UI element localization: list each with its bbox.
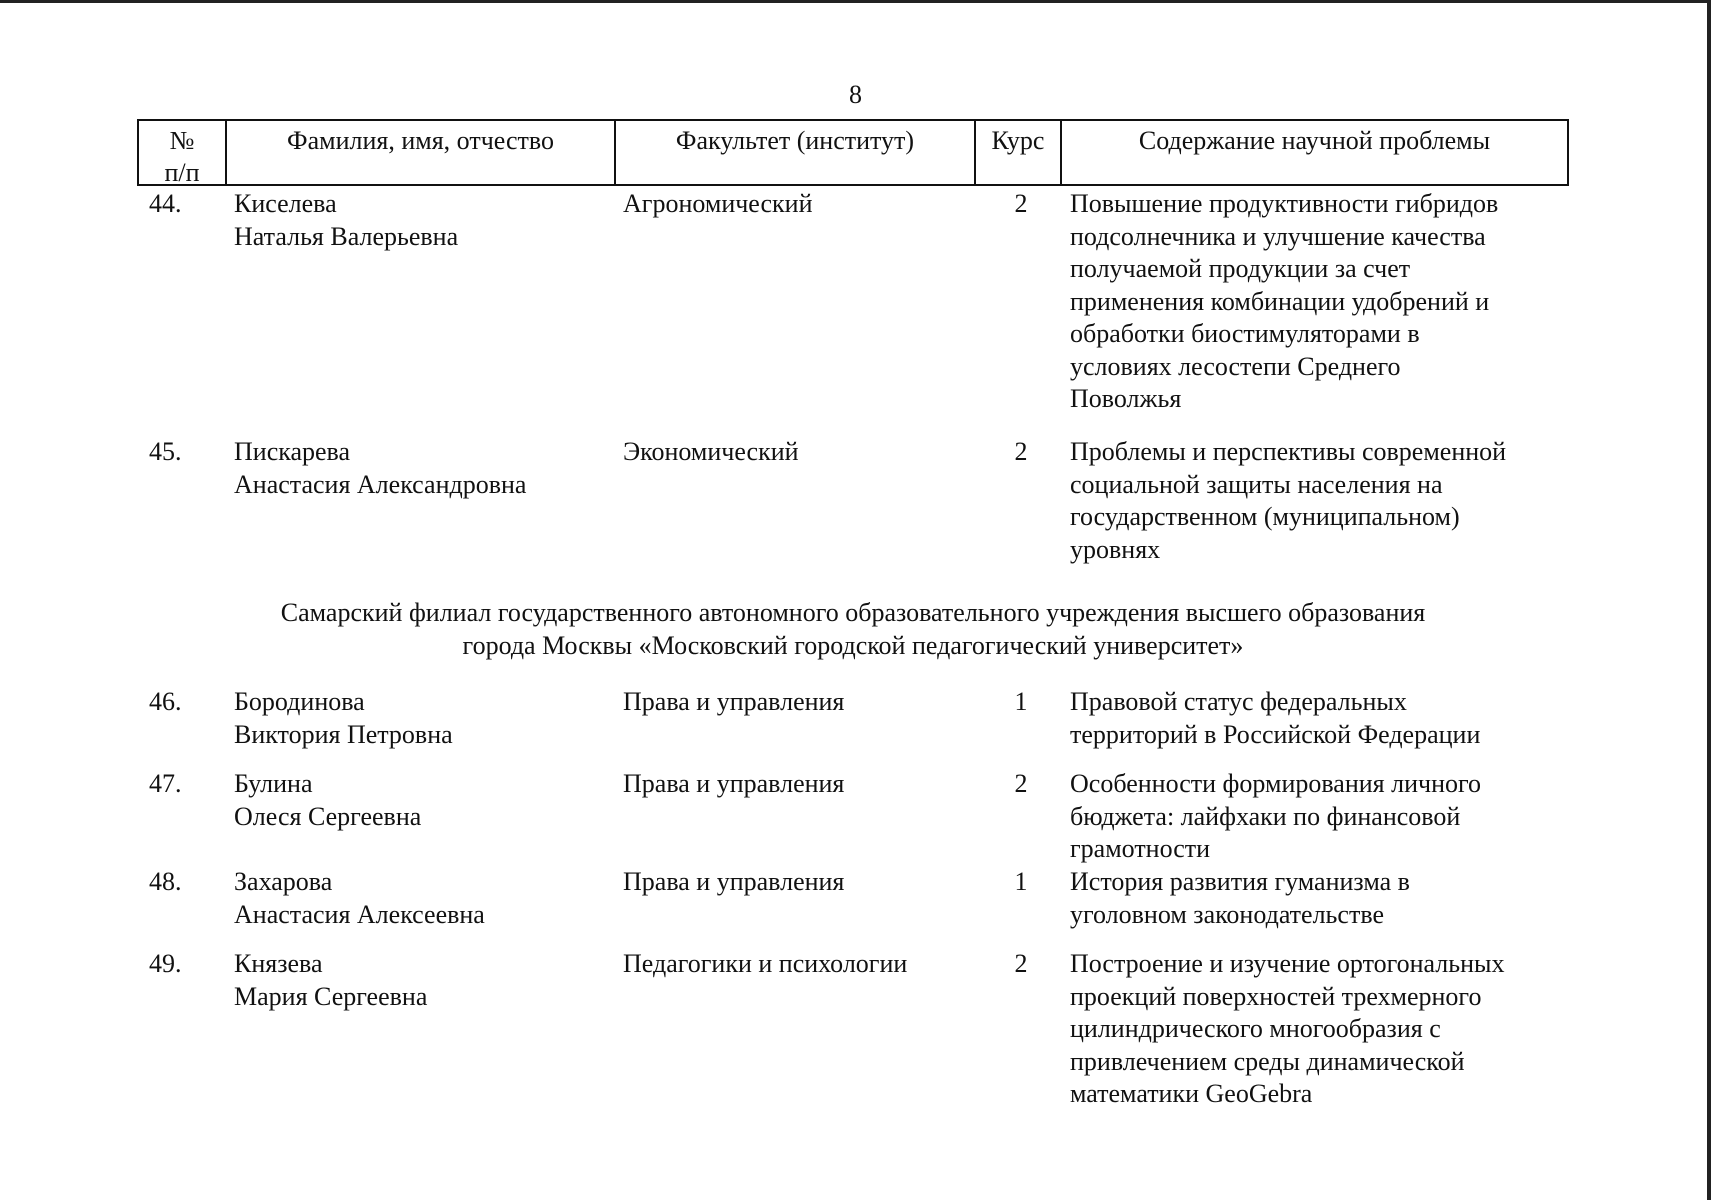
- row-course: 2: [1014, 769, 1028, 798]
- row-faculty: Права и управления: [623, 769, 845, 798]
- row-faculty: Агрономический: [623, 189, 813, 218]
- row-course: 2: [1014, 437, 1028, 466]
- row-faculty: Права и управления: [623, 687, 845, 716]
- row-faculty: Педагогики и психологии: [623, 949, 908, 978]
- row-num: 48.: [149, 867, 182, 896]
- row-course: 1: [1014, 687, 1028, 716]
- header-faculty: Факультет (институт): [616, 121, 976, 184]
- header-topic: Содержание научной проблемы: [1138, 126, 1491, 155]
- row-topic: Правовой статус федеральных территорий в Российской Федерации: [1070, 687, 1481, 749]
- row-name: Киселева Наталья Валерьевна: [234, 189, 459, 251]
- row-course: 1: [1014, 867, 1028, 896]
- row-topic: Проблемы и перспективы современной социальной защиты населения на государственном (муниципальном) уровнях: [1070, 437, 1507, 564]
- row-num: 45.: [149, 437, 182, 466]
- row-topic: Построение и изучение ортогональных проекций поверхностей трехмерного цилиндрического многообразия с привлечением среды динамической математики GeoGebra: [1070, 949, 1505, 1108]
- row-faculty: Экономический: [623, 437, 799, 466]
- row-course: 2: [1014, 949, 1028, 978]
- row-num: 47.: [149, 769, 182, 798]
- row-num: 46.: [149, 687, 182, 716]
- row-num: 49.: [149, 949, 182, 978]
- row-name: Бородинова Виктория Петровна: [234, 687, 453, 749]
- row-name: Захарова Анастасия Алексеевна: [234, 867, 485, 929]
- section-title: Самарский филиал государственного автономного образовательного учреждения высшего образования города Москвы «Московский городской педагогический университет»: [280, 598, 1426, 660]
- row-faculty: Права и управления: [623, 867, 845, 896]
- row-topic: Повышение продуктивности гибридов подсолнечника и улучшение качества получаемой продукции за счет применения комбинации удобрений и обработки биостимуляторами в условиях лесостепи Среднего Поволжья: [1070, 189, 1499, 413]
- row-topic: История развития гуманизма в уголовном законодательстве: [1070, 867, 1410, 929]
- row-topic: Особенности формирования личного бюджета: лайфхаки по финансовой грамотности: [1070, 769, 1482, 863]
- scan-edge-top: [0, 0, 1711, 3]
- scan-edge-right: [1707, 0, 1711, 1200]
- row-num: 44.: [149, 189, 182, 218]
- row-course: 2: [1014, 189, 1028, 218]
- header-course: Курс: [976, 121, 1062, 184]
- header-num: № п/п: [139, 121, 227, 184]
- row-name: Князева Мария Сергеевна: [234, 949, 428, 1011]
- row-name: Пискарева Анастасия Александровна: [234, 437, 527, 499]
- header-name: Фамилия, имя, отчество: [227, 121, 616, 184]
- page-number: 8: [849, 80, 862, 109]
- table-header: [137, 119, 1569, 186]
- row-name: Булина Олеся Сергеевна: [234, 769, 422, 831]
